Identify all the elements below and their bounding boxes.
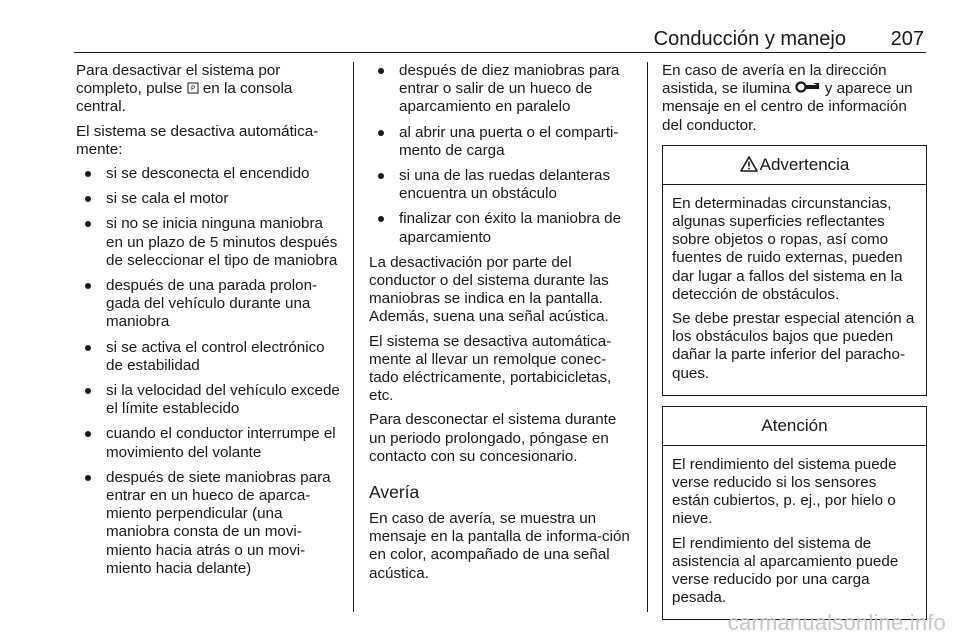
list-item: si la velocidad del vehículo excede el límite establecido xyxy=(76,382,341,418)
paragraph: En determinadas circunstancias, algunas superficies reflectantes sobre objetos o ropas, así como fuentes de ruido externas, pueden dar lugar a fallos del sistema en la detección de obstáculos. xyxy=(672,194,903,303)
list-item: finalizar con éxito la maniobra de aparcamiento xyxy=(369,210,634,246)
power-steering-warning-icon xyxy=(795,81,821,93)
column-3 xyxy=(662,62,927,620)
list-item: después de diez maniobras para entrar o salir de un hueco de aparcamiento en paralelo xyxy=(369,62,634,117)
warning-triangle-icon xyxy=(740,156,758,172)
bullet-list xyxy=(369,62,634,247)
parking-assist-button-icon xyxy=(187,82,199,94)
paragraph: En caso de avería, se muestra un mensaje en la pantalla de informa-ción en color, acompañado de una señal acústica. xyxy=(369,510,630,582)
paragraph-steering-fault xyxy=(662,62,927,135)
page-header xyxy=(74,26,926,53)
svg-text:P: P xyxy=(190,84,195,93)
attention-box-header: Atención xyxy=(663,407,926,446)
bullet-list xyxy=(76,165,341,578)
paragraph: Se debe prestar especial atención a los obstáculos bajos que pueden dañar la parte inferior del paracho-ques. xyxy=(672,310,915,382)
list-item: cuando el conductor interrumpe el movimiento del volante xyxy=(76,425,341,461)
section-heading-averia: Avería xyxy=(369,482,420,503)
column-2 xyxy=(369,62,634,589)
warning-title: Advertencia xyxy=(759,154,850,174)
paragraph: El rendimiento del sistema de asistencia al aparcamiento puede verse reducido por una carga pesada. xyxy=(672,534,899,607)
paragraph-text: y aparece un mensaje en el centro de información del conductor. xyxy=(662,80,913,134)
list-item: si se cala el motor xyxy=(76,190,341,208)
page-title: Conducción y manejo xyxy=(653,28,846,50)
column-1 xyxy=(76,62,341,585)
paragraph: La desactivación por parte del conductor o del sistema durante las maniobras se indica en la pantalla. Además, suena una señal acústica. xyxy=(369,253,609,326)
column-divider xyxy=(647,62,648,612)
attention-box-body xyxy=(663,446,926,620)
paragraph: El rendimiento del sistema puede verse reducido si los sensores están cubiertos, p. ej., por hielo o nieve. xyxy=(672,455,897,528)
column-divider xyxy=(353,62,354,612)
page-number: 207 xyxy=(890,28,924,50)
list-item: después de siete maniobras para entrar en un hueco de aparca-miento perpendicular (una maniobra consta de un movi-miento hacia atrás o un movi-miento hacia delante) xyxy=(76,469,341,578)
paragraph-text: Para desactivar el sistema por completo, pulse xyxy=(76,62,281,98)
list-item: si una de las ruedas delanteras encuentra un obstáculo xyxy=(369,167,634,203)
paragraph-text: En caso de avería en la dirección asistida, se ilumina xyxy=(662,62,887,98)
attention-box xyxy=(662,406,927,621)
paragraph: Para desconectar el sistema durante un periodo prolongado, póngase en contacto con su concesionario. xyxy=(369,411,617,465)
list-item: si no se inicia ninguna maniobra en un plazo de 5 minutos después de seleccionar el tipo de maniobra xyxy=(76,215,341,270)
list-item: si se activa el control electrónico de estabilidad xyxy=(76,339,341,375)
list-item: después de una parada prolon-gada del vehículo durante una maniobra xyxy=(76,277,341,332)
paragraph-deactivate xyxy=(76,62,341,117)
paragraph: El sistema se desactiva automática-mente al llevar un remolque conec-tado eléctricamente, portabicicletas, etc. xyxy=(369,332,612,405)
watermark: carmanualsonline.info xyxy=(727,610,946,635)
paragraph-auto-deactivate: El sistema se desactiva automática-mente: xyxy=(76,122,319,158)
warning-box xyxy=(662,145,927,396)
list-item: si se desconecta el encendido xyxy=(76,165,341,183)
warning-box-body xyxy=(663,185,926,395)
list-item: al abrir una puerta o el comparti-mento de carga xyxy=(369,124,634,160)
paragraph-text: en la consola central. xyxy=(76,80,293,116)
warning-box-header xyxy=(663,146,926,185)
